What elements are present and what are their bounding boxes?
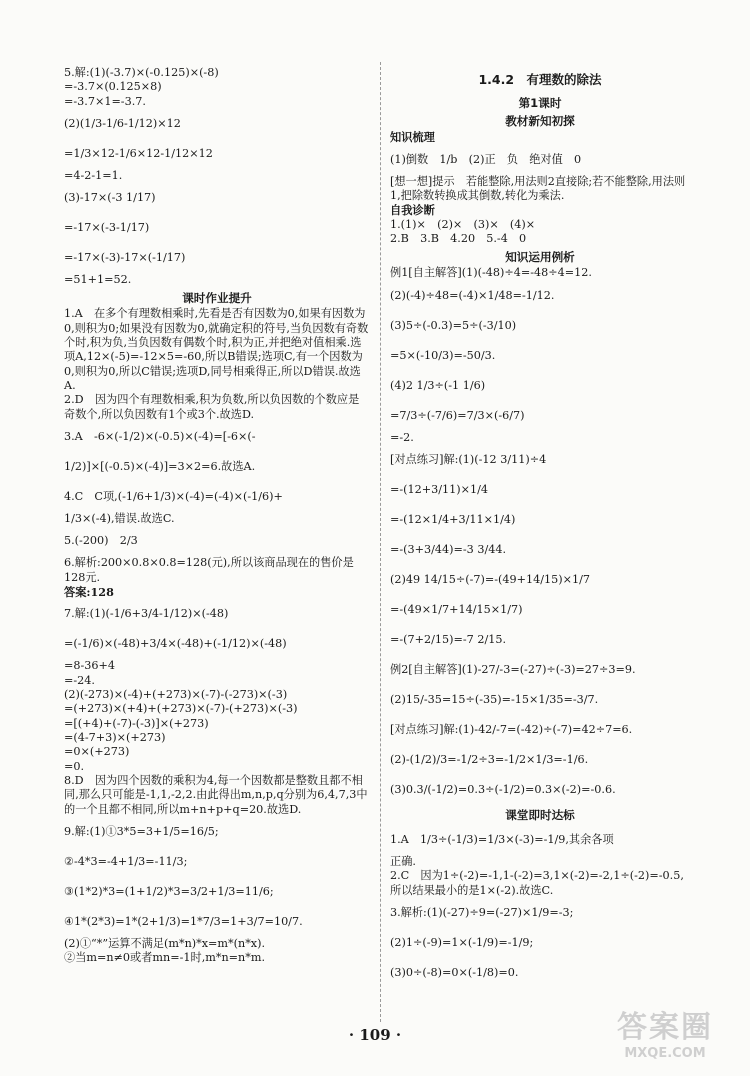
answer-line: 例2[自主解答](1)-27/-3=(-27)÷(-3)=27÷3=9. (390, 662, 636, 676)
answer-line: 1.A 在多个有理数相乘时,先看是否有因数为0,如果有因数为0,则积为0;如果没有因数为0,就确定积的符号,当负因数有奇数个时,积为负,当负因数有偶数个时,积为正,并把绝对值相乘.选项A,12×(-5)=-12×5=-60,所以B错误;选项C,有一个因数为0,则积为0,所以C错误;选项D,同号相乘得正,所以D错误.故选A. (64, 307, 369, 393)
answer-line: ②-4*3=-4+1/3=-11/3; (64, 854, 188, 868)
answer-line: 2.B 3.B 4.20 5.-4 0 (390, 232, 527, 246)
answer-line: 7.解:(1)(-1/6+3/4-1/12)×(-48) (64, 607, 229, 621)
answer-line: (2)(-4)÷48=(-4)×1/48=-1/12. (390, 288, 555, 302)
answer-line: (2)-(1/2)/3=-1/2÷3=-1/2×1/3=-1/6. (390, 752, 589, 766)
answer-line: =-24. (64, 673, 95, 687)
answer-line: 1/2)]×[(-0.5)×(-4)]=3×2=6.故选A. (64, 459, 256, 473)
answer-line: (1)倒数 1/b (2)正 负 绝对值 0 (390, 152, 582, 166)
answer-line: ④1*(2*3)=1*(2+1/3)=1*7/3=1+3/7=10/7. (64, 914, 303, 928)
answer-line: =(4-7+3)×(+273) (64, 731, 166, 745)
answer-line: =-(12+3/11)×1/4 (390, 482, 488, 496)
answer-line: 8.D 因为四个因数的乘积为4,每一个因数都是整数且都不相同,那么只可能是-1,1,-2,2.由此得出m,n,p,q分别为6,4,7,3中的一个且都不相同,所以m+n+p+q=20.故选D. (64, 774, 368, 816)
section-heading: 教材新知初探 (505, 113, 575, 128)
answer-line: =0×(+273) (64, 745, 130, 759)
section-heading: 知识运用例析 (505, 249, 575, 264)
answer-line: =51+1=52. (64, 273, 132, 287)
answer-line: 2.C 因为1÷(-2)=-1,1-(-2)=3,1×(-2)=-2,1÷(-2)=-0.5,所以结果最小的是1×(-2).故选C. (390, 869, 684, 897)
answer-line: (4)2 1/3÷(-1 1/6) (390, 378, 486, 392)
answer-line: =4-2-1=1. (64, 168, 123, 182)
page-number: · 109 · (348, 1026, 402, 1044)
answer-line: (3)-17×(-3 1/17) (64, 191, 156, 205)
column-divider (380, 62, 381, 1022)
answer-line: (3)0.3/(-1/2)=0.3÷(-1/2)=0.3×(-2)=-0.6. (390, 782, 616, 796)
subsection-label: 知识梳理 (390, 130, 435, 144)
answer-line: (2)(1/3-1/6-1/12)×12 (64, 116, 181, 130)
subsection-label: 自我诊断 (390, 203, 435, 217)
answer-line: 3.A -6×(-1/2)×(-0.5)×(-4)=[-6×(- (64, 429, 256, 443)
answer-line: ③(1*2)*3=(1+1/2)*3=3/2+1/3=11/6; (64, 884, 274, 898)
answer-line: 9.解:(1)①3*5=3+1/5=16/5; (64, 824, 219, 838)
answer-line: =(+273)×(+4)+(+273)×(-7)-(+273)×(-3) (64, 702, 298, 716)
answer-line: (2)(-273)×(-4)+(+273)×(-7)-(-273)×(-3) (64, 688, 288, 702)
answer-line: 5.(-200) 2/3 (64, 534, 138, 548)
watermark-line2: MXQE.COM (624, 1046, 706, 1061)
answer-line: =1/3×12-1/6×12-1/12×12 (64, 146, 213, 160)
answer-line: =8-36+4 (64, 659, 115, 673)
answer-line: 例1[自主解答](1)(-48)÷4=-48÷4=12. (390, 266, 592, 280)
answer-line: =-(3+3/44)=-3 3/44. (390, 542, 507, 556)
answer-line: =[(+4)+(-7)-(-3)]×(+273) (64, 716, 209, 730)
answer-line: =-(12×1/4+3/11×1/4) (390, 512, 516, 526)
answer-line: 1.A 1/3÷(-1/3)=1/3×(-3)=-1/9,其余各项 (390, 832, 614, 846)
section-heading: 第1课时 (518, 96, 562, 110)
answer-line: 1.(1)× (2)× (3)× (4)× (390, 217, 536, 231)
answer-line: (2)49 14/15÷(-7)=-(49+14/15)×1/7 (390, 572, 590, 586)
answer-line: 1/3×(-4),错误.故选C. (64, 512, 175, 526)
watermark-line1: 答案圈 (617, 1010, 713, 1045)
answer-line: =-3.7×(0.125×8) (64, 80, 162, 94)
answer-line: ②当m=n≠0或者mn=-1时,m*n=n*m. (64, 951, 266, 965)
answer-line: [想一想]提示 若能整除,用法则2直接除;若不能整除,用法则1,把除数转换成其倒数,转化为乘法. (390, 174, 686, 203)
answer-line: [对点练习]解:(1)-42/-7=(-42)÷(-7)=42÷7=6. (390, 722, 633, 736)
answer-line: (2)15/-35=15÷(-35)=-15×1/35=-3/7. (390, 692, 599, 706)
answer-line: =-3.7×1=-3.7. (64, 94, 146, 108)
answer-line: =5×(-10/3)=-50/3. (390, 348, 496, 362)
answer-line: 6.解析:200×0.8×0.8=128(元),所以该商品现在的售价是128元. (64, 556, 354, 584)
section-heading: 课时作业提升 (182, 290, 252, 305)
answer-line: =-2. (390, 430, 414, 444)
left-column (64, 66, 370, 966)
answer-line: 正确. (390, 854, 416, 868)
section-heading: 课堂即时达标 (505, 808, 575, 823)
answer-line: (2)①“*”运算不满足(m*n)*x=m*(n*x). (64, 937, 266, 951)
answer-line: =0. (64, 759, 85, 773)
answer-line: =(-1/6)×(-48)+3/4×(-48)+(-1/12)×(-48) (64, 637, 287, 651)
answer-line: [对点练习]解:(1)(-12 3/11)÷4 (390, 452, 547, 466)
answer-line: =7/3÷(-7/6)=7/3×(-6/7) (390, 408, 525, 422)
answer-line: 答案:128 (64, 585, 114, 600)
answer-line: (3)5÷(-0.3)=5÷(-3/10) (390, 318, 517, 332)
right-column (390, 66, 690, 988)
answer-line: 2.D 因为四个有理数相乘,积为负数,所以负因数的个数应是奇数个,所以负因数有1个或3个.故选D. (64, 393, 360, 421)
answer-line: (2)1÷(-9)=1×(-1/9)=-1/9; (390, 935, 534, 949)
watermark-logo (590, 1010, 740, 1068)
answer-line: =-(7+2/15)=-7 2/15. (390, 632, 507, 646)
answer-line: 3.解析:(1)(-27)÷9=(-27)×1/9=-3; (390, 905, 574, 919)
answer-line: =-17×(-3-1/17) (64, 221, 150, 235)
answer-line: 4.C C项,(-1/6+1/3)×(-4)=(-4)×(-1/6)+ (64, 489, 283, 503)
section-heading: 1.4.2 有理数的除法 (478, 72, 602, 87)
answer-line: 5.解:(1)(-3.7)×(-0.125)×(-8) (64, 66, 219, 79)
answer-line: =-(49×1/7+14/15×1/7) (390, 602, 523, 616)
answer-line: =-17×(-3)-17×(-1/17) (64, 251, 186, 265)
answer-line: (3)0÷(-8)=0×(-1/8)=0. (390, 965, 519, 979)
